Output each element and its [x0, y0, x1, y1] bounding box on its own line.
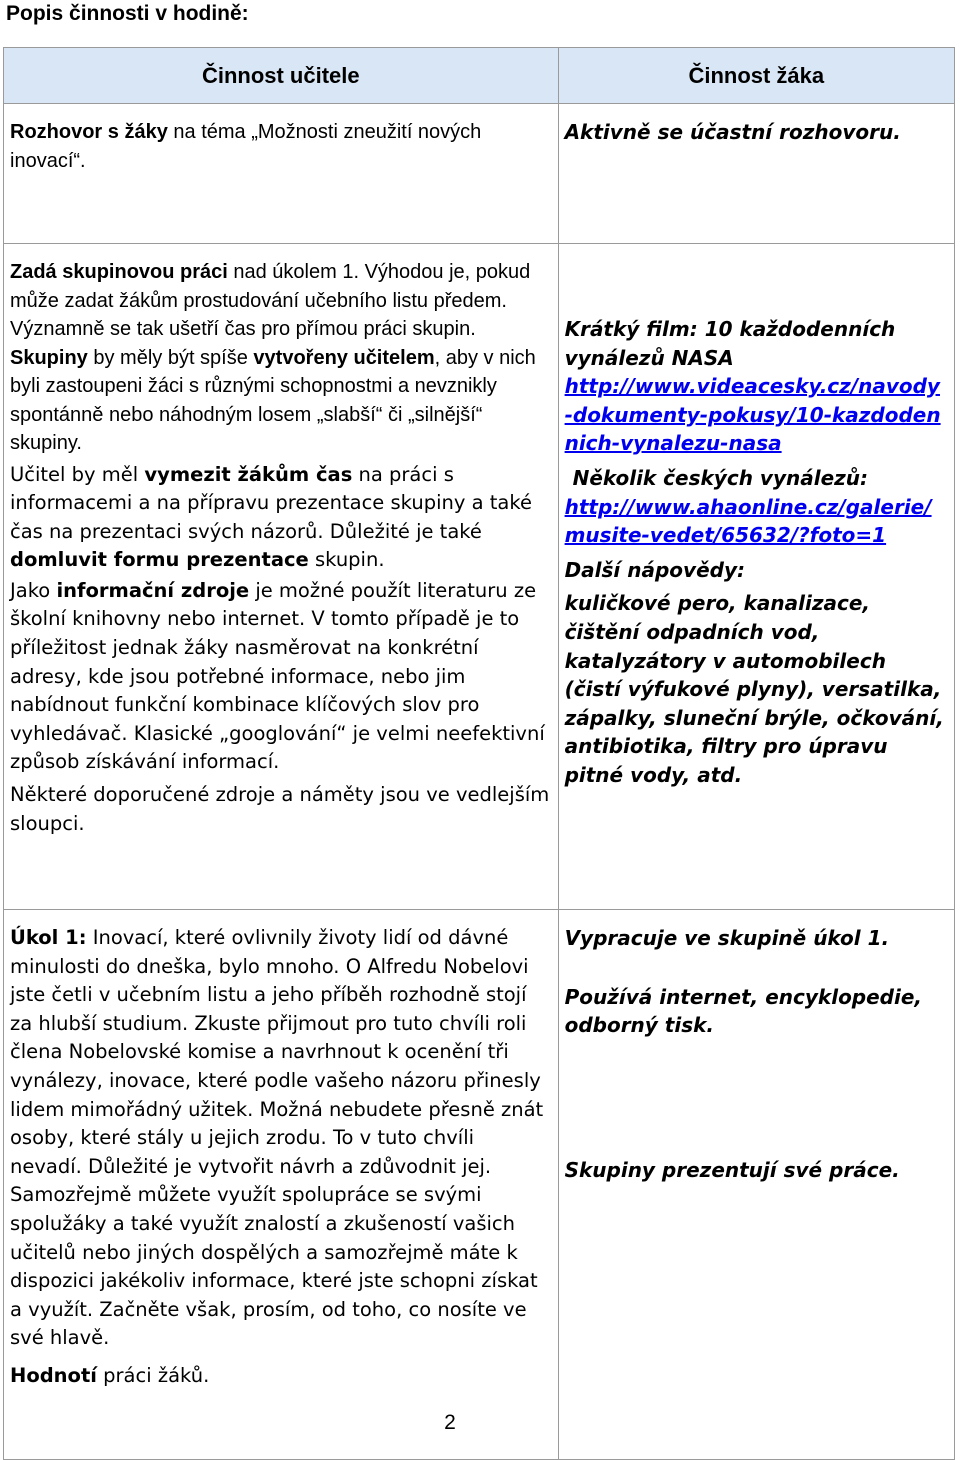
teacher-cell-task — [4, 910, 559, 1460]
student-task-1: Vypracuje ve skupině úkol 1. — [564, 926, 890, 950]
sources-paragraph — [10, 577, 552, 777]
groups-text-1: by měly být spíše — [87, 346, 254, 369]
time-text-2: na práci s informacemi a na přípravu prezentace skupiny a také čas na prezentaci svých názorů. Důležité je také — [10, 462, 532, 543]
sources-text-2: je možné použít literaturu ze školní knihovny nebo internet. V tomto případě je to příležitost jednak žáky nasměrovat na konkrétní adresy, kde jsou potřebné informace, nebo jim nabídnout funkční kombinace klíčových slov pro vyhledávač. Klasické „googlování“ je velmi neefektivní způsob získávání informací. — [10, 578, 545, 774]
groups-paragraph — [10, 344, 552, 458]
inventions-link[interactable]: http://www.ahaonline.cz/galerie/musite-vedet/65632/?foto=1 — [564, 494, 932, 548]
header-student-activity: Činnost žáka — [558, 48, 954, 104]
time-label: vymezit žákům čas — [144, 462, 353, 486]
film-label: Krátký film: 10 každodenních vynálezů NASA — [564, 317, 896, 370]
assign-text: nad úkolem 1. Výhodou je, pokud může zadat žákům prostudování učebního listu předem. Významně se tak ušetří čas pro přímou práci skupin. — [10, 261, 531, 340]
student-cell-task — [558, 910, 954, 1460]
activity-table — [3, 47, 955, 1460]
sources-text-1: Jako — [10, 578, 57, 602]
table-header-row — [4, 48, 955, 104]
groups-text-2: , aby v nich byli zastoupeni žáci s různými schopnostmi a nevznikly spontánně nebo náhodným losem „slabší“ či „silnější“ skupiny. — [10, 346, 536, 454]
header-teacher-activity: Činnost učitele — [4, 48, 559, 104]
time-paragraph — [10, 461, 552, 575]
table-row — [4, 910, 955, 1460]
page-title: Popis činnosti v hodině: — [6, 2, 249, 25]
table-row — [4, 244, 955, 910]
student-task-2: Používá internet, encyklopedie, odborný tisk. — [564, 984, 923, 1038]
teacher-cell-discussion — [4, 104, 559, 244]
student-task-3: Skupiny prezentují své práce. — [564, 1157, 900, 1182]
time-text-3: skupin. — [308, 548, 385, 572]
hints-list: kuličkové pero, kanalizace, čištění odpadních vod, katalyzátory v automobilech (čistí výfukové plyny), versatilka, zápalky, sluneční brýle, očkování, antibiotika, filtry pro úpravu pitné vody, atd. — [564, 591, 944, 787]
hints-label: Další nápovědy: — [564, 557, 745, 582]
film-link[interactable]: http://www.videacesky.cz/navody-dokumenty-pokusy/10-kazdodennich-vynalezu-nasa — [564, 374, 941, 456]
evaluation-paragraph — [10, 1362, 552, 1391]
table-row — [4, 104, 955, 244]
time-text-1: Učitel by měl — [10, 462, 145, 486]
sources-label: informační zdroje — [56, 578, 250, 602]
recommended-sources-paragraph: Některé doporučené zdroje a náměty jsou ve vedlejším sloupci. — [10, 783, 550, 835]
page-number: 2 — [444, 1411, 456, 1434]
student-cell-discussion — [558, 104, 954, 244]
discussion-text: na téma „Možnosti zneužití nových inovací“. — [10, 121, 482, 172]
evaluation-text: práci žáků. — [96, 1363, 210, 1387]
presentation-form-label: domluvit formu prezentace — [10, 548, 309, 572]
task-label: Úkol 1: — [10, 926, 87, 949]
task-paragraph — [10, 924, 552, 1353]
discussion-label: Rozhovor s žáky — [10, 121, 168, 143]
student-cell-resources — [558, 244, 954, 910]
inventions-label: Několik českých vynálezů: — [572, 465, 869, 490]
groups-created-label: vytvořeny učitelem — [253, 346, 435, 369]
evaluation-label: Hodnotí — [10, 1363, 97, 1387]
assign-label: Zadá skupinovou práci — [10, 261, 228, 283]
task-text: Inovací, které ovlivnily životy lidí od dávné minulosti do dneška, bylo mnoho. O Alfredu Nobelovi jste četli v učebním listu a jeho příběh rozhodně stojí za hlubší studium. Zkuste přijmout pro tuto chvíli roli člena Nobelovské komise a navrhnout k ocenění tři vynálezy, inovace, které podle vašeho názoru přinesly lidem mimořádný užitek. Možná nebudete přesně znát osoby, které stály u jejich zrodu. To v tuto chvíli nevadí. Důležité je vytvořit návrh a zdůvodnit jej. Samozřejmě můžete využít spolupráce se svými spolužáky a také využít znalostí a zkušeností vašich učitelů nebo jiných dospělých a samozřejmě máte k dispozici jakékoliv informace, které jste schopni získat a využít. Začněte však, prosím, od toho, co nosíte ve své hlavě. — [10, 926, 544, 1350]
teacher-cell-groupwork — [4, 244, 559, 910]
student-discussion-text: Aktivně se účastní rozhovoru. — [564, 120, 901, 144]
assign-paragraph — [10, 258, 552, 344]
groups-label: Skupiny — [10, 346, 88, 369]
